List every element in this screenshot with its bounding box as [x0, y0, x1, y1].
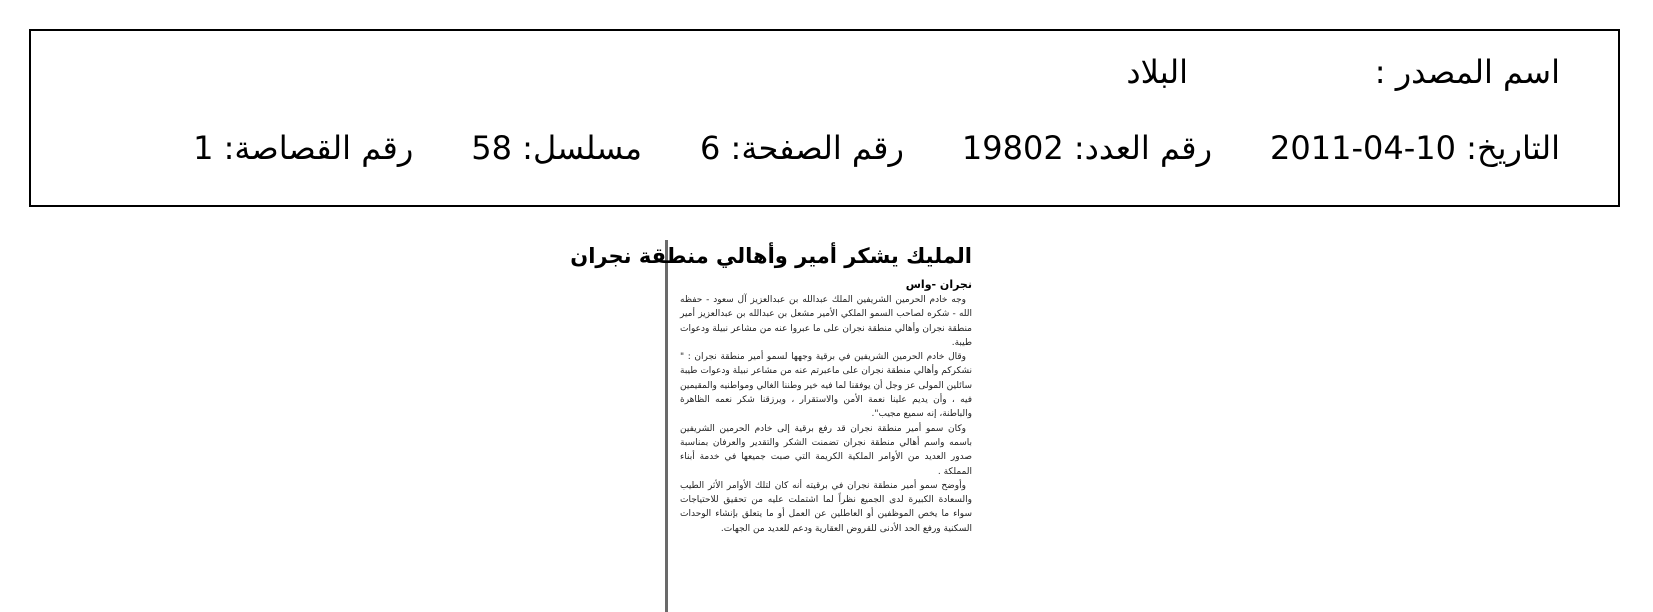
article-paragraph: وكان سمو أمير منطقة نجران قد رفع برقية إلى خادم الحرمين الشريفين باسمه واسم أهالي منطقة نجران تضمنت الشكر والتقدير والعرفان بمناسبة صدور العديد من الأوامر الملكية الكريمة التي صبت جميعها في خدمة أبناء المملكة . — [680, 423, 972, 477]
clip-number-field: رقم القصاصة: 1 — [193, 129, 414, 167]
metadata-header-box — [29, 29, 1620, 207]
article-paragraph: وقال خادم الحرمين الشريفين في برقية وجهها لسمو أمير منطقة نجران : " نشكركم وأهالي منطقة نجران على ماعبرتم عنه من مشاعر نبيلة ودعوات طيبة سائلين المولى عز وجل أن يوفقنا لما فيه خير وطننا الغالي ومواطنيه والمقيمين فيه ، وأن يديم علينا نعمة الأمن والاستقرار ، ويرزقنا شكر نعمه الظاهرة والباطنة، إنه سميع مجيب". — [680, 352, 972, 420]
page-number-field: رقم الصفحة: 6 — [700, 129, 904, 167]
newspaper-clipping — [570, 240, 972, 612]
article-body — [680, 293, 972, 536]
source-value: البلاد — [1126, 53, 1188, 91]
metadata-row — [193, 129, 1560, 167]
source-label: اسم المصدر : — [1374, 53, 1560, 91]
date-field: التاريخ: 10-04-2011 — [1270, 129, 1560, 167]
serial-field: مسلسل: 58 — [471, 129, 642, 167]
article-paragraph: وأوضح سمو أمير منطقة نجران في برقيته أنه كان لتلك الأوامر الأثر الطيب والسعادة الكبيرة لدى الجميع نظراً لما اشتملت عليه من تحقيق للاحتياجات سواء ما يخص الموظفين أو العاطلين عن العمل أو ما يتعلق بإنشاء الوحدات السكنية ورفع الحد الأدنى للقروض العقارية ودعم للعديد من الجهات. — [680, 480, 972, 534]
article-dateline: نجران -واس — [905, 278, 972, 291]
issue-number-field: رقم العدد: 19802 — [961, 129, 1213, 167]
article-title: المليك يشكر أمير وأهالي منطقة نجران — [570, 244, 972, 268]
article-paragraph: وجه خادم الحرمين الشريفين الملك عبدالله بن عبدالعزيز آل سعود - حفظه الله - شكره لصاحب السمو الملكي الأمير مشعل بن عبدالله بن عبدالعزيز أمير منطقة نجران وأهالي منطقة نجران على ما عبروا عنه من مشاعر نبيلة ودعوات طيبة. — [680, 295, 972, 348]
